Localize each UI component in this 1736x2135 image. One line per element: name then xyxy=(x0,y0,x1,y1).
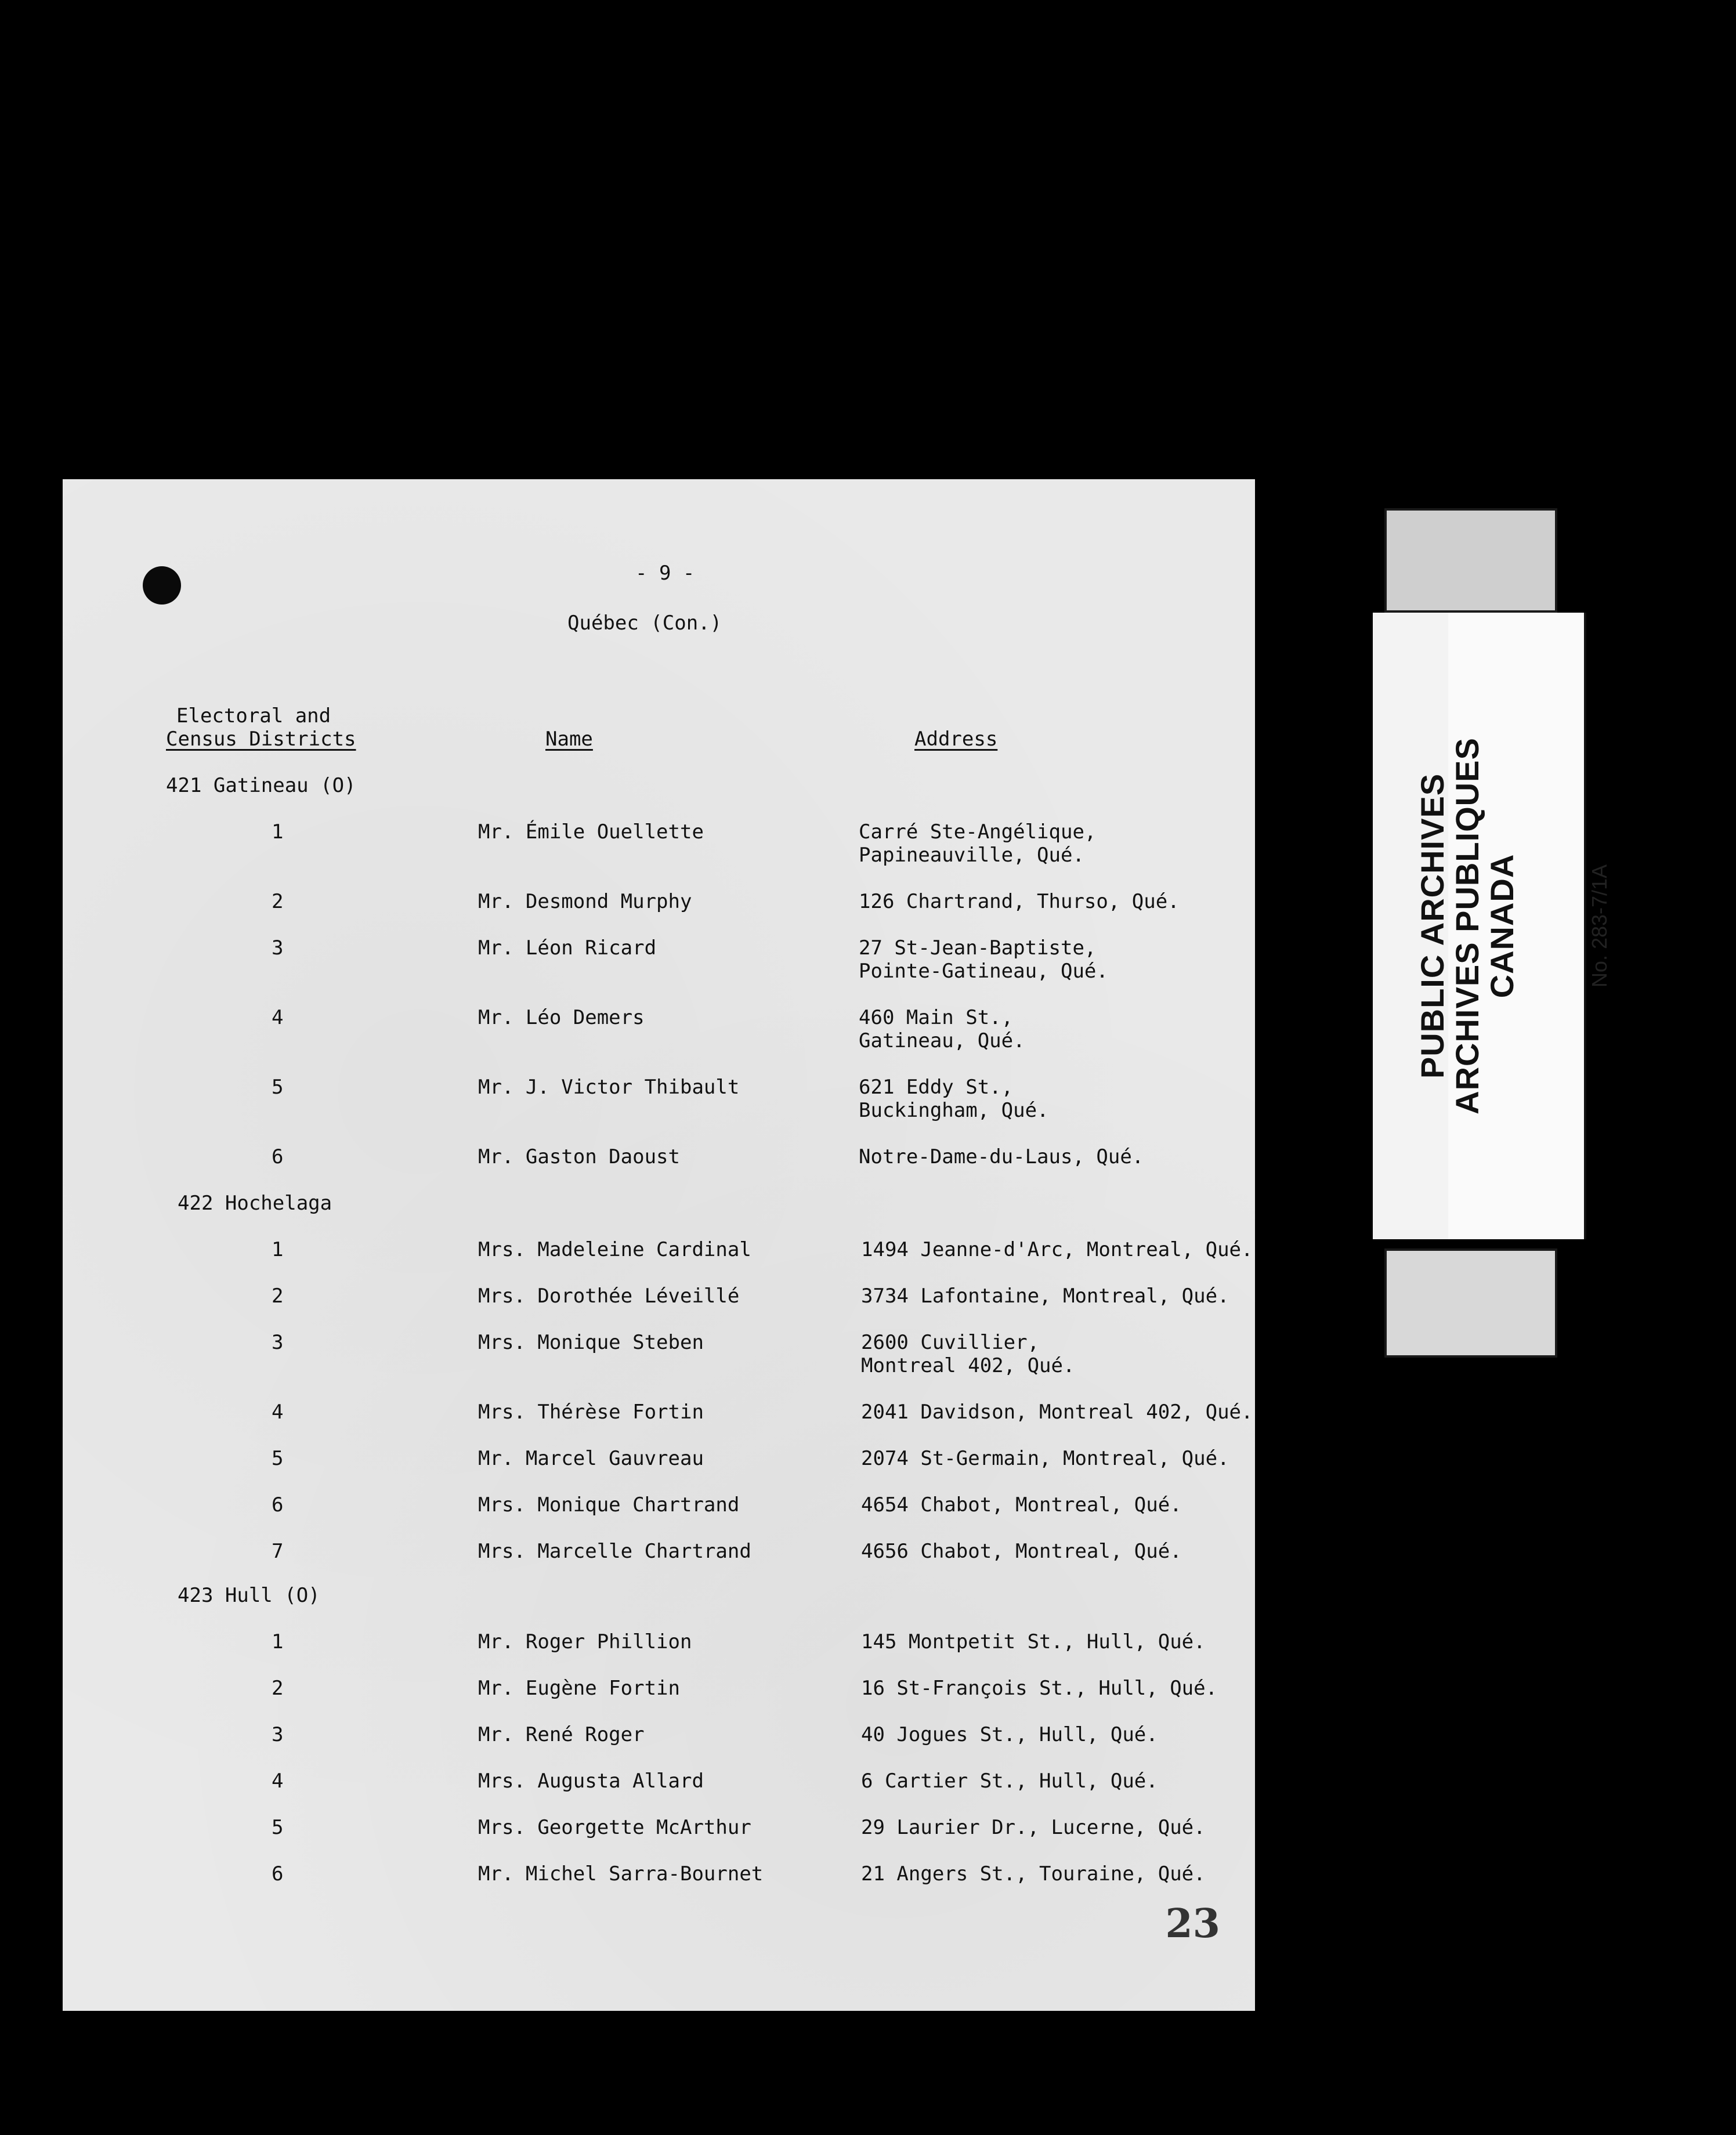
address-line1: 2074 St-Germain, Montreal, Qué. xyxy=(861,1447,1229,1470)
address-line1: 27 St-Jean-Baptiste, xyxy=(859,936,1097,960)
label-bottom-tab xyxy=(1384,1249,1557,1358)
header-name: Name xyxy=(545,728,593,751)
archive-label xyxy=(1373,508,1611,1420)
label-canada: CANADA xyxy=(1484,853,1520,998)
person-name: Mrs. Madeleine Cardinal xyxy=(478,1238,751,1261)
address-line1: Carré Ste-Angélique, xyxy=(859,820,1097,844)
row-number: 1 xyxy=(272,1630,284,1653)
person-name: Mr. Gaston Daoust xyxy=(478,1145,680,1168)
row-number: 3 xyxy=(272,1723,284,1746)
row-number: 4 xyxy=(272,1401,284,1424)
page-number: - 9 - xyxy=(635,562,695,585)
label-public-archives: PUBLIC ARCHIVES xyxy=(1414,773,1451,1079)
address-line2: Gatineau, Qué. xyxy=(859,1029,1025,1052)
address-line2: Papineauville, Qué. xyxy=(859,844,1084,867)
address-line2: Montreal 402, Qué. xyxy=(861,1354,1075,1377)
person-name: Mrs. Monique Steben xyxy=(478,1331,704,1354)
person-name: Mr. Léon Ricard xyxy=(478,936,657,960)
row-number: 1 xyxy=(272,1238,284,1261)
header-district-line1: Electoral and xyxy=(176,704,331,728)
person-name: Mr. René Roger xyxy=(478,1723,645,1746)
person-name: Mr. Léo Demers xyxy=(478,1006,645,1029)
person-name: Mrs. Dorothée Léveillé xyxy=(478,1284,740,1308)
row-number: 3 xyxy=(272,936,284,960)
person-name: Mr. Desmond Murphy xyxy=(478,890,692,913)
punch-hole xyxy=(143,566,181,605)
address-line1: 1494 Jeanne-d'Arc, Montreal, Qué. xyxy=(861,1238,1253,1261)
address-line1: 2041 Davidson, Montreal 402, Qué. xyxy=(861,1401,1253,1424)
page-title: Québec (Con.) xyxy=(567,611,722,635)
label-text-block xyxy=(1413,665,1634,1187)
address-line1: 6 Cartier St., Hull, Qué. xyxy=(861,1769,1158,1793)
row-number: 6 xyxy=(272,1145,284,1168)
row-number: 2 xyxy=(272,1284,284,1308)
row-number: 5 xyxy=(272,1076,284,1099)
row-number: 6 xyxy=(272,1493,284,1517)
person-name: Mrs. Augusta Allard xyxy=(478,1769,704,1793)
address-line1: 126 Chartrand, Thurso, Qué. xyxy=(859,890,1180,913)
district-heading-422: 422 Hochelaga xyxy=(178,1192,332,1215)
row-number: 3 xyxy=(272,1331,284,1354)
header-address: Address xyxy=(914,728,998,751)
address-line1: Notre-Dame-du-Laus, Qué. xyxy=(859,1145,1144,1168)
district-heading-421: 421 Gatineau (O) xyxy=(166,774,356,797)
person-name: Mr. Eugène Fortin xyxy=(478,1677,680,1700)
address-line1: 145 Montpetit St., Hull, Qué. xyxy=(861,1630,1206,1653)
address-line1: 4656 Chabot, Montreal, Qué. xyxy=(861,1540,1182,1563)
person-name: Mr. Émile Ouellette xyxy=(478,820,704,844)
address-line1: 3734 Lafontaine, Montreal, Qué. xyxy=(861,1284,1229,1308)
row-number: 2 xyxy=(272,890,284,913)
person-name: Mr. Roger Phillion xyxy=(478,1630,692,1653)
person-name: Mrs. Georgette McArthur xyxy=(478,1816,751,1839)
person-name: Mr. Marcel Gauvreau xyxy=(478,1447,704,1470)
label-top-tab xyxy=(1384,508,1557,613)
header-district-line2: Census Districts xyxy=(166,728,356,751)
address-line1: 4654 Chabot, Montreal, Qué. xyxy=(861,1493,1182,1517)
person-name: Mrs. Marcelle Chartrand xyxy=(478,1540,751,1563)
label-archives-publiques: ARCHIVES PUBLIQUES xyxy=(1449,737,1485,1114)
address-line1: 29 Laurier Dr., Lucerne, Qué. xyxy=(861,1816,1206,1839)
stamp-number: 23 xyxy=(1165,1901,1220,1947)
address-line1: 16 St-François St., Hull, Qué. xyxy=(861,1677,1218,1700)
person-name: Mrs. Thérèse Fortin xyxy=(478,1401,704,1424)
address-line2: Pointe-Gatineau, Qué. xyxy=(859,960,1108,983)
address-line1: 21 Angers St., Touraine, Qué. xyxy=(861,1862,1206,1886)
row-number: 1 xyxy=(272,820,284,844)
document-page xyxy=(63,479,1255,2011)
row-number: 5 xyxy=(272,1816,284,1839)
row-number: 4 xyxy=(272,1006,284,1029)
address-line1: 460 Main St., xyxy=(859,1006,1014,1029)
person-name: Mr. Michel Sarra-Bournet xyxy=(478,1862,764,1886)
person-name: Mrs. Monique Chartrand xyxy=(478,1493,740,1517)
district-heading-423: 423 Hull (O) xyxy=(178,1584,320,1607)
row-number: 6 xyxy=(272,1862,284,1886)
row-number: 7 xyxy=(272,1540,284,1563)
address-line1: 621 Eddy St., xyxy=(859,1076,1014,1099)
row-number: 4 xyxy=(272,1769,284,1793)
address-line2: Buckingham, Qué. xyxy=(859,1099,1049,1122)
person-name: Mr. J. Victor Thibault xyxy=(478,1076,740,1099)
row-number: 5 xyxy=(272,1447,284,1470)
address-line1: 2600 Cuvillier, xyxy=(861,1331,1040,1354)
row-number: 2 xyxy=(272,1677,284,1700)
label-reference-number: No. 283-7/1A xyxy=(1587,864,1611,988)
address-line1: 40 Jogues St., Hull, Qué. xyxy=(861,1723,1158,1746)
